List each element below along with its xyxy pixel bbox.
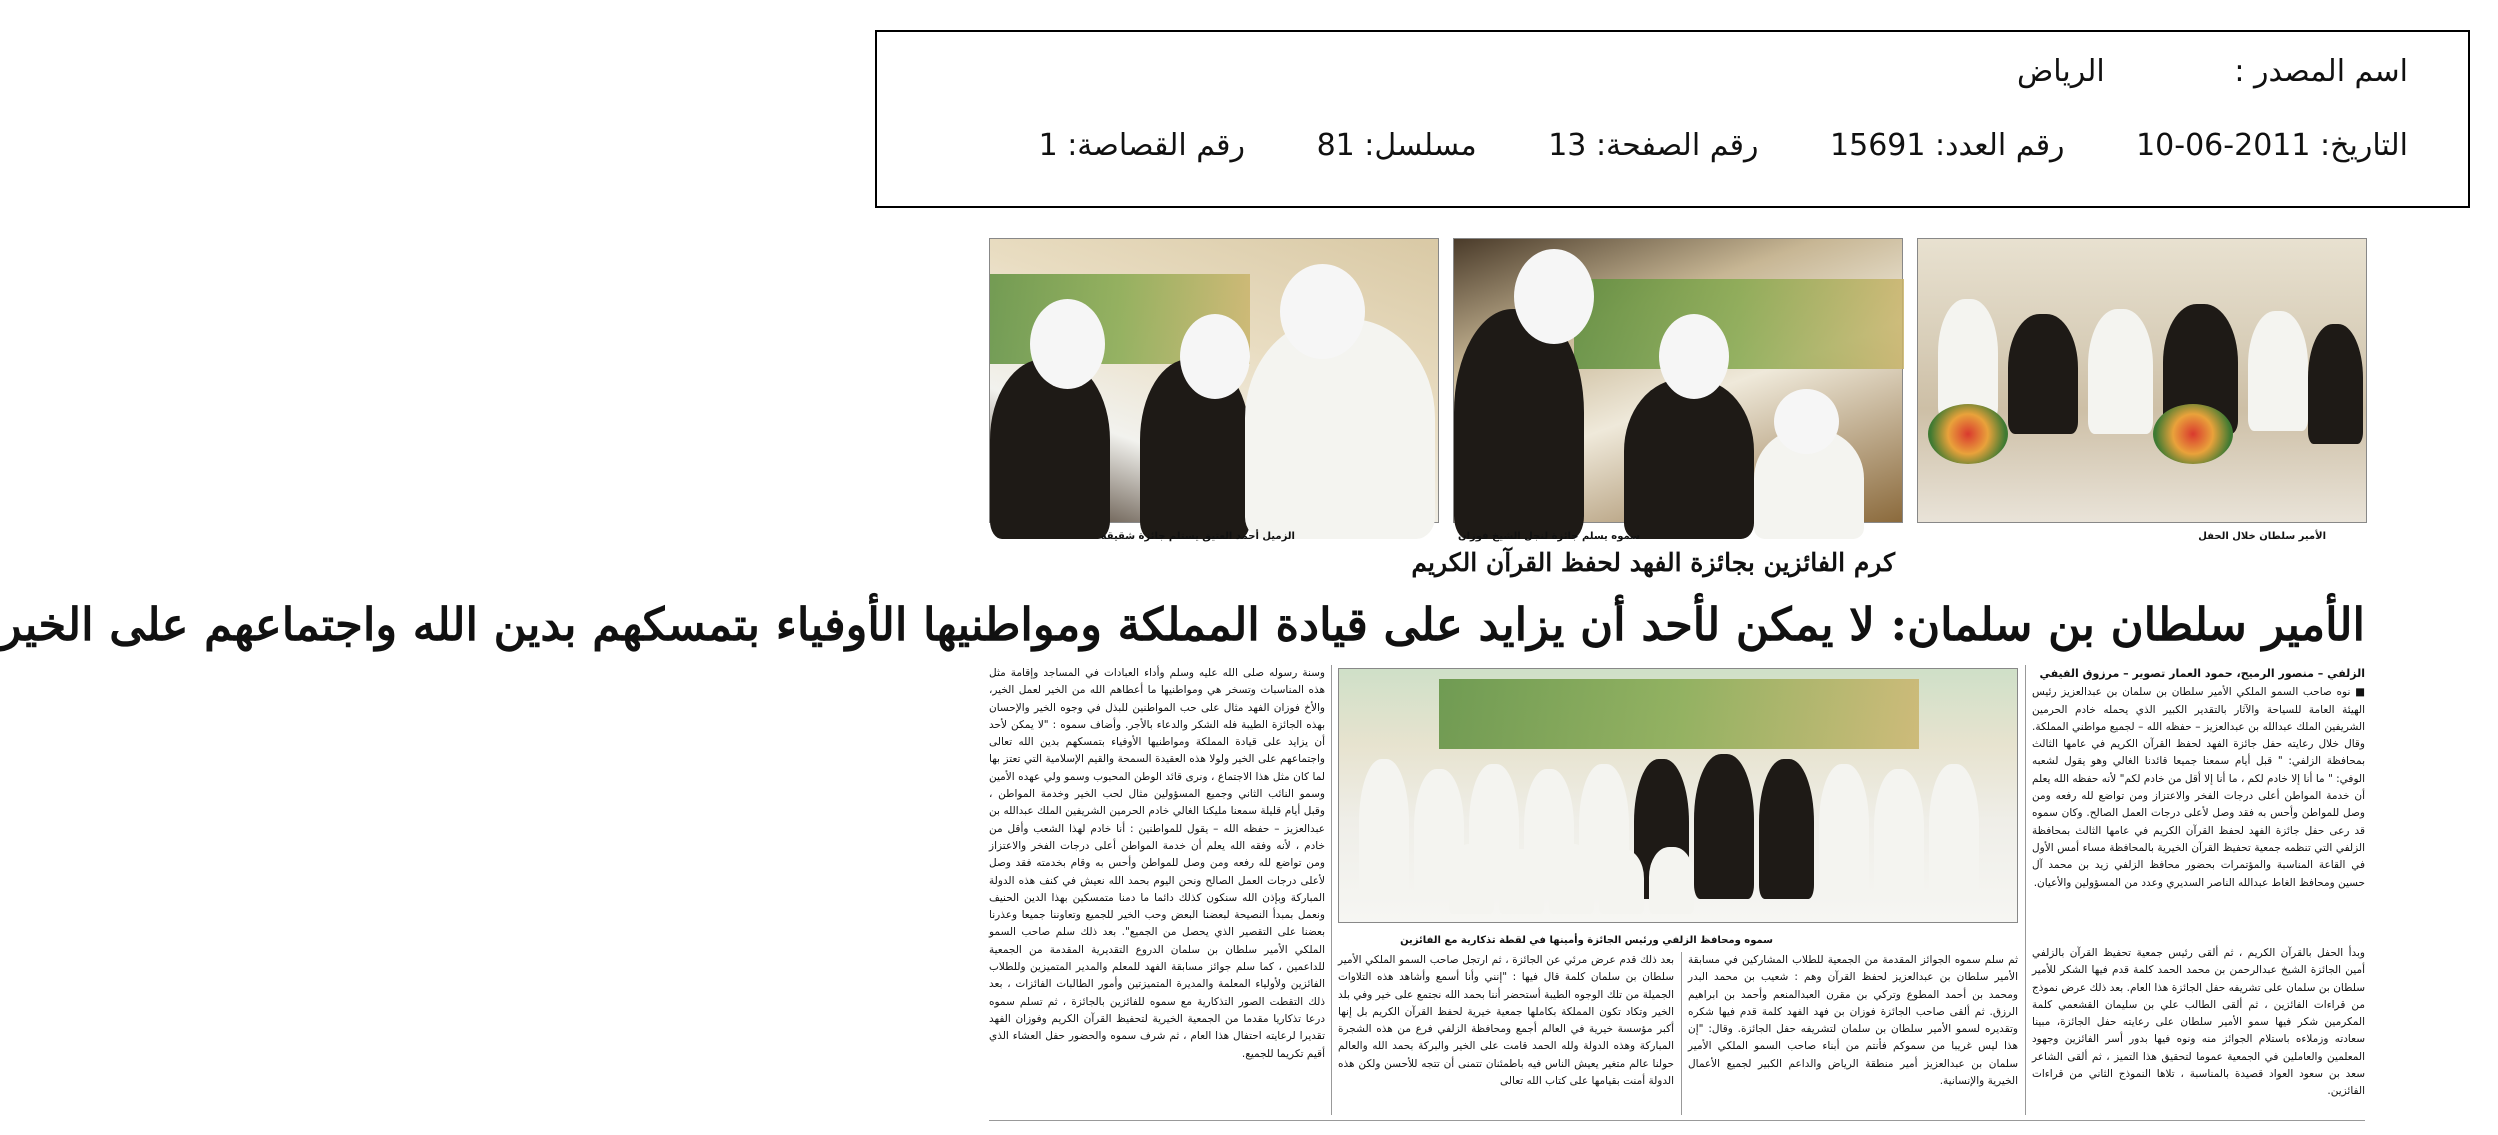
figure (1649, 847, 1694, 914)
issue-value: 15691 (1830, 128, 1926, 163)
page-value: 13 (1548, 128, 1587, 163)
figure (2248, 311, 2308, 431)
figure (1624, 379, 1754, 539)
banner (1574, 279, 1904, 369)
source-value: الرياض (2016, 54, 2105, 89)
figure (1359, 759, 1409, 899)
column-rule (2025, 665, 2026, 1115)
flower-arrangement (2153, 404, 2233, 464)
figure (2088, 309, 2153, 434)
column-rule (1331, 665, 1332, 1115)
figure (990, 359, 1110, 539)
clip-label: رقم القصاصة: (1067, 128, 1246, 163)
figure (1599, 849, 1644, 914)
source-line (2017, 54, 2408, 89)
serial-field (1317, 128, 1477, 163)
column-text: ■ نوه صاحب السمو الملكي الأمير سلطان بن سلمان بن عبدالعزيز رئيس الهيئة العامة للسياحة والآثار بالتقدير الكبير الذي يحمله خادم الحرمين الشريفين الملك عبدالله بن عبدالعزيز – حفظه الله – لجميع مواطني المملكة. وقال خلال رعايته حفل جائزة الفهد لحفظ القرآن الكريم في عامها الثالث بمحافظة الزلفي: " قبل أيام سمعنا جميعا قائدنا الغالي وهو يقول لشعبه الوفي: " ما أنا إلا خادم لكم ، ما أنا إلا أقل من خادم لكم" لأنه حفظه الله يعلم أن خدمة المواطن أعلى درجات الفخر والاعتزاز ومن تواضع لله رفعه ومن وصل للمواطن وأحس به فقد وصل لأعلى درجات العمل الصالح. وكان سموه قد رعى حفل جائزة الفهد لحفظ القرآن الكريم في عامها الثالث بمحافظة الزلفي التي تنظمه جمعية تحفيظ القرآن الخيرية بالمحافظة مساء أمس الأول في القاعة المناسبة والمؤتمرات بحضور محافظ الزلفي زيد بن محمد آل حسين ومحافظ الغاط عبدالله الناصر السديري وعدد من المسؤولين والأعيان. (2032, 686, 2365, 889)
figure (1694, 754, 1754, 899)
figure-head (1659, 314, 1729, 399)
page-field (1548, 128, 1758, 163)
meta-line (1039, 128, 2408, 163)
figure (1819, 764, 1869, 899)
banner (1439, 679, 1919, 749)
date-label: التاريخ: (2320, 128, 2408, 163)
figure (1549, 844, 1594, 914)
date-value: 2011-06-10 (2136, 128, 2311, 163)
photo-group (1338, 668, 2018, 923)
figure (1759, 759, 1814, 899)
serial-label: مسلسل: (1364, 128, 1477, 163)
column-text: وبدأ الحفل بالقرآن الكريم ، ثم ألقى رئيس جمعية تحفيظ القرآن بالزلفي أمين الجائزة الشيخ عبدالرحمن بن محمد الحمد كلمة قدم فيها الشكر للأمير سلطان بن سلمان على تشريفه حفل الجائزة هذا العام. بعد ذلك عرض نموذج من قراءات الفائزين ، ثم ألقى الطالب علي بن سليمان القشعمي كلمة المكرمين شكر فيها سمو الأمير سلطان على رعايته حفل الجائزة، مبينا سعادته وزملاءه باستلام الجوائز منه ونوه فيها بدور أسر الفائزين وجهود المعلمين والعاملين في الجمعية عموما لتحقيق هذا التميز ، ثم ألقى الشاعر سعد بن سعود العواد قصيدة بالمناسبة ، تلاها النموذج الثاني من قراءات الفائزين. (2032, 947, 2365, 1098)
serial-value: 81 (1316, 128, 1355, 163)
flower-arrangement (1928, 404, 2008, 464)
figure-head (1774, 389, 1839, 454)
figure-head (1280, 264, 1365, 359)
article-column (1338, 952, 1674, 1115)
article-kicker: كرم الفائزين بجائزة الفهد لحفظ القرآن الكريم (1411, 548, 1895, 577)
photo-caption: الأمير سلطان خلال الحفل (2198, 531, 2326, 542)
photo-caption: سموه يسلم جائزة لنجل الشيخ فوزان (1458, 531, 1640, 542)
article-byline: الزلفي – منصور الرميح، حمود العمار تصوير – مرزوق الفيفي (2039, 667, 2365, 680)
figure-head (1514, 249, 1594, 344)
figure (1929, 764, 1979, 899)
article-column (2032, 665, 2365, 935)
article-column (1688, 952, 2018, 1115)
issue-label: رقم العدد: (1935, 128, 2065, 163)
figure (1874, 769, 1924, 899)
article-column (989, 665, 1325, 1105)
column-text: ثم سلم سموه الجوائز المقدمة من الجمعية للطلاب المشاركين في مسابقة الأمير سلطان بن عبدالعزيز لحفظ القرآن وهم : شعيب بن محمد البدر ومحمد بن أحمد المطوع وتركي بن مقرن العبدالمنعم وأحمد بن ابراهيم الرزق. ثم ألقى صاحب الجائزة فوزان بن فهد الفهد كلمة قدم فيها شكره وتقديره لسمو الأمير سلطان بن سلمان لتشريفه حفل الجائزة. وقال: "إن هذا ليس غريبا من سموكم فأنتم من أبناء صاحب السمو الملكي الأمير سلمان بن عبدالعزيز أمير منطقة الرياض والداعم الكبير لجميع الأعمال الخيرية والإنسانية. (1688, 954, 2018, 1088)
bottom-rule (989, 1120, 2365, 1121)
figure (1449, 844, 1494, 914)
photo-audience (1917, 238, 2367, 523)
figure (1454, 309, 1584, 539)
figure (1938, 299, 1998, 419)
clip-field (1039, 128, 1245, 163)
date-field (2136, 128, 2408, 163)
figure-head (1180, 314, 1250, 399)
source-info-box (875, 30, 2470, 208)
page-label: رقم الصفحة: (1595, 128, 1759, 163)
article-column (2032, 945, 2365, 1115)
column-text: بعد ذلك قدم عرض مرئي عن الجائزة ، ثم ارتجل صاحب السمو الملكي الأمير سلطان بن سلمان كلمة قال فيها : "إنني وأنا أسمع وأشاهد هذه التلاوات الجميلة من تلك الوجوه الطيبة أستحضر أننا بحمد الله نجتمع على خير وفي بلد الخير وتكاد تكون المملكة بكاملها جمعية خيرية لحفظ القرآن الكريم بل إنها أكبر مؤسسة خيرية في العالم أجمع ومحافظة الزلفي فرع من هذه الشجرة المباركة وهذه الدولة ولله الحمد قامت على الخير والبركة بحمد الله والعالم حولنا عالم متغير يعيش الناس فيه باطمئنان تتمنى أن تتجه للأحسن ولكن هذه الدولة أمنت بقيامها على كتاب الله تعالى (1338, 954, 1674, 1088)
figure (2308, 324, 2363, 444)
figure-head (1030, 299, 1105, 389)
figure (1499, 849, 1544, 914)
figure (2008, 314, 2078, 434)
column-text: وسنة رسوله صلى الله عليه وسلم وأداء العبادات في المساجد وإقامة مثل هذه المناسبات وتسخر هي ومواطنيها ما أعطاهم الله من الخير لعمل الخير، والأخ فوزان الفهد مثال على حب المواطنين للبذل في وجوه الخير والإحسان بهذه الجائزة الطيبة فله الشكر والدعاء بالأجر. وأضاف سموه : "لا يمكن لأحد أن يزايد على قيادة المملكة ومواطنيها الأوفياء بتمسكهم بدين الله تعالى واجتماعهم على الخير ولولا هذه العقيدة السمحة والقيم الإسلامية التي تعتز بها لما كان مثل هذا الاجتماع ، ونرى قائد الوطن المحبوب وسمو ولي عهده الأمين وسمو النائب الثاني وجميع المسؤولين مثال لحب الخير وخدمة المواطن ، وقبل أيام قليلة سمعنا مليكنا الغالي خادم الحرمين الشريفين الملك عبدالله بن عبدالعزيز – حفظه الله – يقول للمواطنين : أنا خادم لهذا الشعب وأقل من خادم ، لأنه وفقه الله يعلم أن خدمة المواطن أعلى درجات الفخر والاعتزاز ومن تواضع لله رفعه ومن وصل للمواطن وأحس به وقام بخدمته فقد وصل لأعلى درجات العمل الصالح ونحن اليوم بحمد الله نعيش في كنف هذه الدولة المباركة وبإذن الله سنكون كذلك دائما ما دمنا متمسكين بهذا الدين الحنيف ونعمل بمبدأ النصيحة لبعضنا البعض وحب الخير للجميع وتعاوننا جميعا وعذرنا بعضنا على التقصير الذي يحصل من الجميع". بعد ذلك سلم صاحب السمو الملكي الأمير سلطان بن سلمان الدروع التقديرية المقدمة من الجمعية للداعمين ، كما سلم جوائز مسابقة الفهد للمعلم والمدير المتميزين وللطلاب الفائزين ولأولياء المعلمة والمديرة المتميزتين وأمور الطالبات الفائزات ، بعد ذلك التقطت الصور التذكارية مع سموه للفائزين بالجائزة ، ثم تسلم سموه درعا تذكاريا مقدما من الجمعية الخيرية لتحفيظ القرآن الكريم وفوزان الفهد تقديرا لرعايته احتفال هذا العام ، ثم شرف سموه والحضور حفل العشاء الذي أقيم تكريما للجميع. (989, 667, 1325, 1060)
photo-award-colleague (989, 238, 1439, 523)
clip-value: 1 (1038, 128, 1058, 163)
photo-caption: الزميل أحمد العتيق يستلم جائزة شقيقه (1100, 531, 1295, 542)
source-label: اسم المصدر : (2234, 54, 2408, 89)
photo-caption: سموه ومحافظ الزلفي ورئيس الجائزة وأمينها في لقطة تذكارية مع الفائزين (1400, 935, 1773, 946)
issue-field (1830, 128, 2064, 163)
column-rule (1681, 952, 1682, 1115)
article-headline: الأمير سلطان بن سلمان: لا يمكن لأحد أن يزايد على قيادة المملكة ومواطنيها الأوفياء بتمسكهم بدين الله واجتماعهم على الخير (0, 598, 2365, 651)
photo-award-child (1453, 238, 1903, 523)
